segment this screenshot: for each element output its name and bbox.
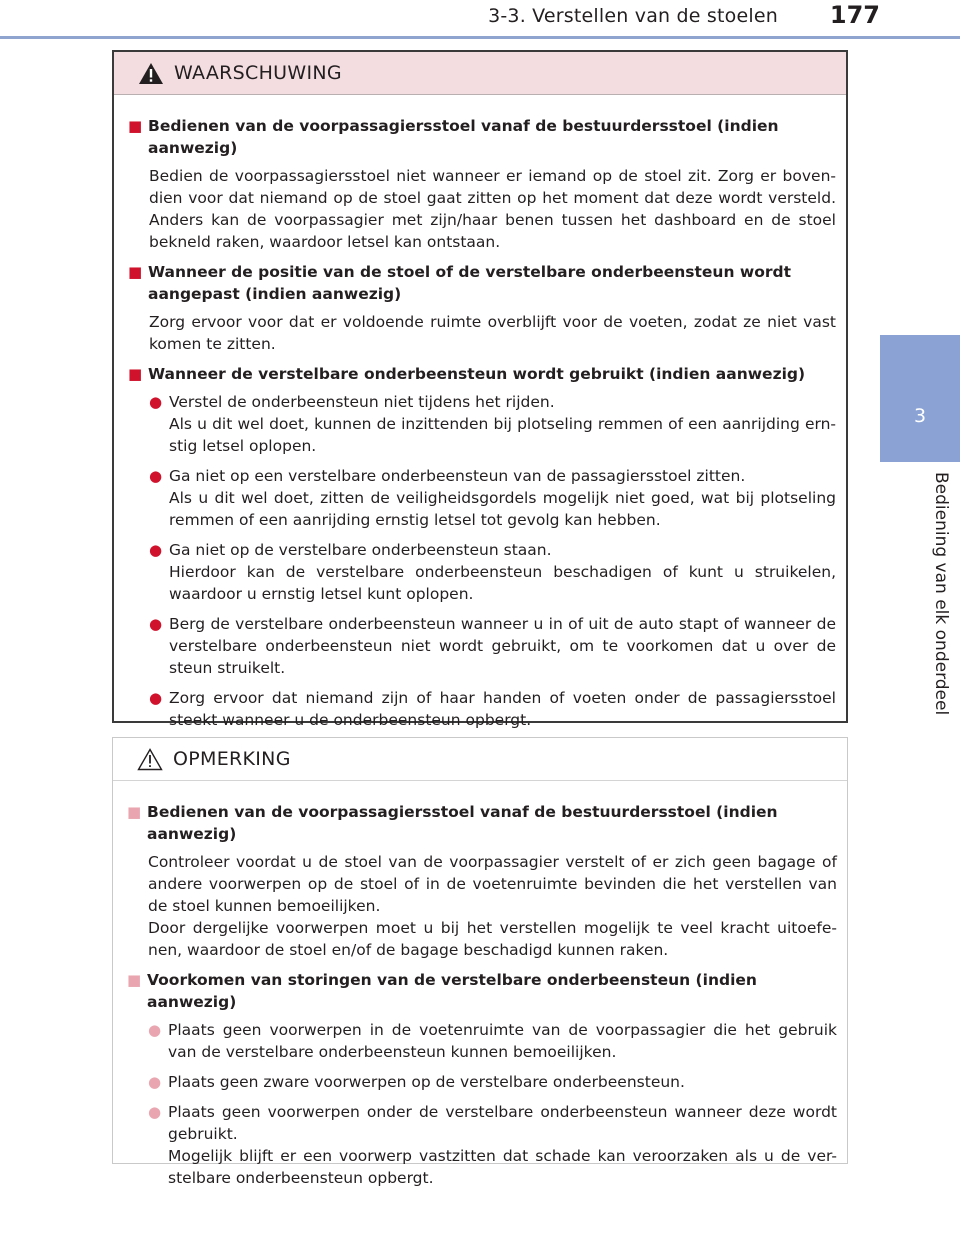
list-item: ● Plaats geen voorwerpen in de voetenruimte van de voorpassagier die het gebruik van de verstelbare onderbeensteun kunnen bemoeilijken. [148,1021,837,1061]
note-section-title: ■ Bedienen van de voorpassagiersstoel vanaf de bestuurdersstoel (indien aanwezig) [127,803,778,843]
note-label: OPMERKING [173,748,291,770]
notice-triangle-icon [137,748,163,771]
warning-section-title: ■ Wanneer de positie van de stoel of de verstelbare onderbeensteun wordt aangepast (indien aanwezig) [128,263,792,303]
warning-triangle-icon [138,62,164,85]
list-item: ● Zorg ervoor dat niemand zijn of haar handen of voeten onder de passagiersstoel steekt wanneer u de onderbeensteun opbergt. [149,689,836,729]
warning-section-title: ■ Wanneer de verstelbare onderbeensteun wordt gebruikt (indien aanwezig) [128,365,806,383]
note-header [113,738,847,781]
round-bullet-icon: ● [148,1103,162,1121]
list-item: ● Ga niet op de verstelbare onderbeensteun staan. Hierdoor kan de verstelbare onderbeensteun beschadigen of kunt u struikelen, waardoor u ernstig letsel kunt oplopen. [149,541,836,603]
round-bullet-icon: ● [149,393,163,411]
note-paragraph: Controleer voordat u de stoel van de voorpassagier verstelt of er zich geen bagage of andere voorwerpen op de stoel of in de voetenruimte bevinden die het verstellen van de stoel kunnen bemoeilijken. Door dergelijke voorwerpen moet u bij het verstellen mogelijk te veel kracht uitoefe-nen, waardoor de stoel en/of de bagage beschadigd kunnen raken. [148,853,837,959]
warning-section-title: ■ Bedienen van de voorpassagiersstoel vanaf de bestuurdersstoel (indien aanwezig) [128,117,779,157]
section-title: 3-3. Verstellen van de stoelen [488,5,778,27]
chapter-tab [880,335,960,462]
warning-label: WAARSCHUWING [174,62,342,84]
warning-paragraph: Bedien de voorpassagiersstoel niet wanneer er iemand op de stoel zit. Zorg er boven-dien voor dat niemand op de stoel gaat zitten op het moment dat deze wordt versteld. Anders kan de voorpassagier met zijn/haar benen tussen het dashboard en de stoel bekneld raken, waardoor letsel kan ontstaan. [149,167,836,251]
round-bullet-icon: ● [149,541,163,559]
warning-header [114,52,846,95]
chapter-label: Bediening van elk onderdeel [931,472,951,716]
list-item: ● Plaats geen voorwerpen onder de verstelbare onderbeensteun wanneer deze wordt gebruikt. Mogelijk blijft er een voorwerp vastzitten dat schade kan veroorzaken als u de ver-stelbare onderbeensteun opbergt. [148,1103,837,1187]
square-bullet-icon: ■ [128,365,143,383]
square-bullet-icon: ■ [128,263,143,281]
square-bullet-icon: ■ [128,117,143,135]
square-bullet-icon: ■ [127,803,142,821]
round-bullet-icon: ● [149,689,163,707]
note-box [112,737,848,1187]
warning-box [112,50,848,729]
list-item: ● Ga niet op een verstelbare onderbeensteun van de passagiersstoel zitten. Als u dit wel doet, zitten de veiligheidsgordels mogelijk niet goed, wat bij plotseling remmen of een aanrijding ernstig letsel tot gevolg kan hebben. [149,467,836,529]
list-item: ● Verstel de onderbeensteun niet tijdens het rijden. Als u dit wel doet, kunnen de inzittenden bij plotseling remmen of een aanrijding ern-stig letsel oplopen. [149,393,836,455]
round-bullet-icon: ● [148,1021,162,1039]
note-section-title: ■ Voorkomen van storingen van de verstelbare onderbeensteun (indien aanwezig) [127,971,757,1011]
list-item: ● Plaats geen zware voorwerpen op de verstelbare onderbeensteun. [148,1073,685,1091]
round-bullet-icon: ● [148,1073,162,1091]
round-bullet-icon: ● [149,467,163,485]
page-number: 177 [829,1,880,29]
warning-paragraph: Zorg ervoor voor dat er voldoende ruimte overblijft voor de voeten, zodat ze niet vast komen te zitten. [149,313,836,353]
page-header [0,0,960,39]
chapter-number: 3 [913,405,927,427]
square-bullet-icon: ■ [127,971,142,989]
round-bullet-icon: ● [149,615,163,633]
list-item: ● Berg de verstelbare onderbeensteun wanneer u in of uit de auto stapt of wanneer de verstelbare onderbeensteun niet wordt gebruikt, om te voorkomen dat u over de steun struikelt. [149,615,836,677]
